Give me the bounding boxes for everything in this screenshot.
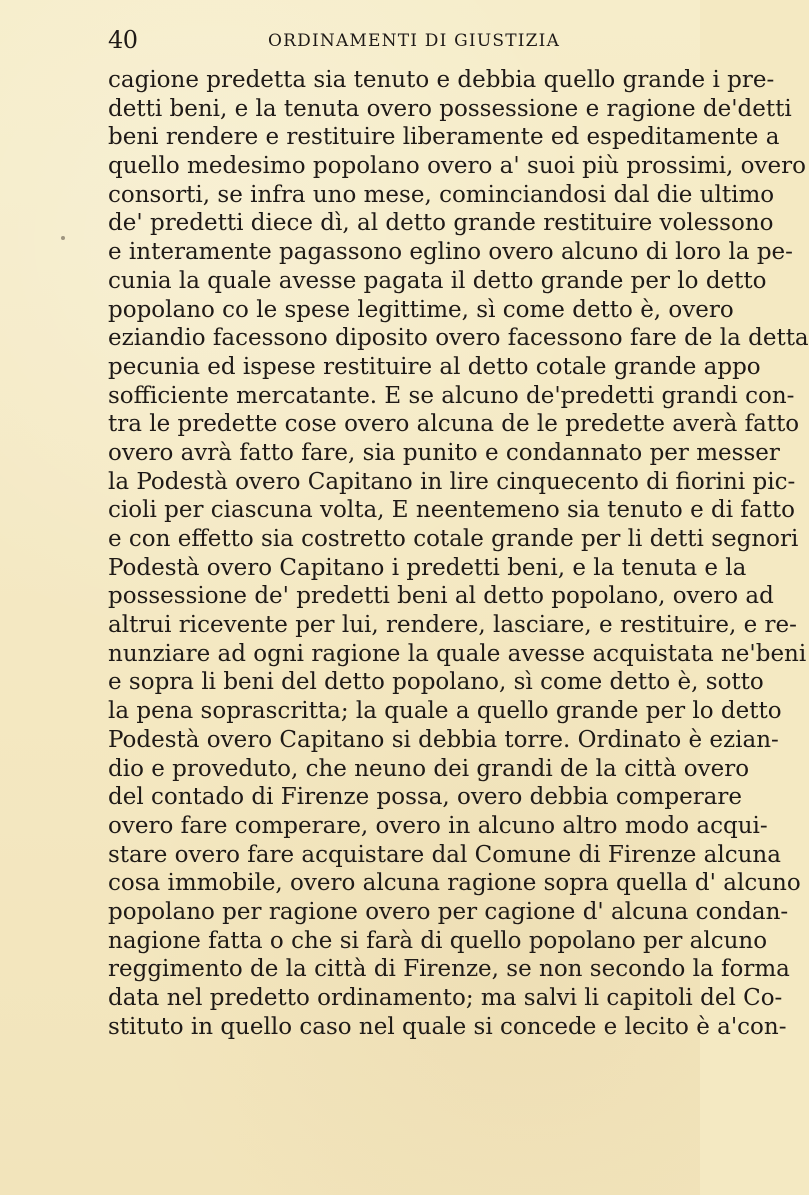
- text-line: pecunia ed ispese restituire al detto cotale grande appo: [108, 353, 761, 380]
- text-line: cagione predetta sia tenuto e debbia quello grande i pre-: [108, 67, 775, 93]
- text-line: nunziare ad ogni ragione la quale avesse acquistata ne'beni: [108, 640, 807, 667]
- text-line: popolano per ragione overo per cagione d' alcuna condan-: [108, 898, 789, 925]
- page-number: 40: [108, 26, 138, 54]
- text-line: la Podestà overo Capitano in lire cinquecento di fiorini pic-: [108, 468, 796, 495]
- text-line: overo fare comperare, overo in alcuno altro modo acqui-: [108, 812, 768, 839]
- text-line: quello medesimo popolano overo a' suoi più prossimi, overo: [108, 153, 806, 180]
- text-line: del contado di Firenze possa, overo debbia comperare: [108, 784, 743, 811]
- text-line: de' predetti diece dì, al detto grande restituire volessono: [108, 210, 774, 237]
- text-line: reggimento de la città di Firenze, se non secondo la forma: [108, 956, 790, 983]
- text-line: nagione fatta o che si farà di quello popolano per alcuno: [108, 927, 768, 954]
- text-line: stituto in quello caso nel quale si concede e lecito è a'con-: [108, 1013, 787, 1040]
- text-line: data nel predetto ordinamento; ma salvi li capitoli del Co-: [108, 985, 783, 1011]
- text-line: possessione de' predetti beni al detto popolano, overo ad: [108, 583, 774, 610]
- text-line: detti beni, e la tenuta overo possessione e ragione de'detti: [108, 95, 792, 122]
- text-line: cioli per ciascuna volta, E neentemeno sia tenuto e di fatto: [108, 497, 795, 524]
- text-line: cunia la quale avesse pagata il detto grande per lo detto: [108, 267, 767, 294]
- text-line: e con effetto sia costretto cotale grande per li detti segnori: [108, 526, 799, 552]
- text-line: e sopra li beni del detto popolano, sì come detto è, sotto: [108, 669, 764, 696]
- text-line: tra le predette cose overo alcuna de le predette averà fatto: [108, 411, 800, 438]
- text-line: la pena soprascritta; la quale a quello grande per lo detto: [108, 698, 782, 725]
- text-line: dio e proveduto, che neuno dei grandi de la città overo: [108, 755, 750, 782]
- text-line: popolano co le spese legittime, sì come detto è, overo: [108, 296, 734, 323]
- page-header: [108, 26, 678, 54]
- text-line: Podestà overo Capitano i predetti beni, e la tenuta e la: [108, 554, 747, 581]
- text-line: eziandio facessono diposito overo facessono fare de la detta: [108, 325, 809, 352]
- body-text: [108, 66, 809, 1041]
- text-line: altrui ricevente per lui, rendere, lasciare, e restituire, e re-: [108, 612, 797, 639]
- margin-mark: [61, 236, 65, 240]
- text-line: beni rendere e restituire liberamente ed espeditamente a: [108, 124, 780, 151]
- text-line: sofficiente mercatante. E se alcuno de'predetti grandi con-: [108, 382, 795, 409]
- text-line: overo avrà fatto fare, sia punito e condannato per messer: [108, 439, 780, 466]
- text-line: consorti, se infra uno mese, cominciandosi dal die ultimo: [108, 181, 775, 208]
- text-line: Podestà overo Capitano si debbia torre. Ordinato è ezian-: [108, 726, 779, 753]
- text-line: cosa immobile, overo alcuna ragione sopra quella d' alcuno: [108, 870, 801, 897]
- text-line: stare overo fare acquistare dal Comune di Firenze alcuna: [108, 841, 781, 868]
- text-line: e interamente pagassono eglino overo alcuno di loro la pe-: [108, 239, 793, 266]
- running-title: ORDINAMENTI DI GIUSTIZIA: [268, 31, 561, 51]
